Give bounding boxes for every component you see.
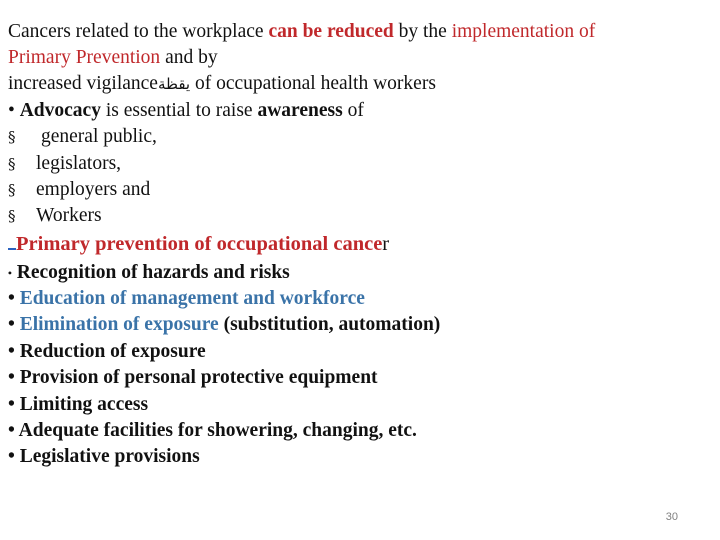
- prevention-label: Elimination of exposure: [19, 314, 219, 335]
- prevention-item: [8, 366, 378, 390]
- prevention-label: Recognition of hazards and risks: [16, 262, 290, 283]
- intro-text: by the: [393, 21, 452, 42]
- prevention-label-detail: (substitution, automation): [218, 314, 441, 335]
- section-heading: [8, 232, 389, 256]
- prevention-label: Reduction of exposure: [19, 341, 206, 362]
- heading-text: Primary prevention of occupational cance: [16, 233, 383, 255]
- intro-text: and by: [160, 47, 218, 68]
- audience-label: general public,: [41, 126, 157, 147]
- intro-line-1: [8, 20, 595, 44]
- awareness-term: awareness: [257, 100, 343, 121]
- prevention-label: Provision of personal protective equipment: [19, 367, 378, 388]
- page-number: 30: [665, 511, 678, 523]
- bullet-icon: •: [8, 446, 15, 467]
- audience-item: [8, 204, 102, 228]
- intro-text: of occupational health workers: [190, 73, 436, 94]
- audience-item: [8, 178, 150, 202]
- audience-label: employers and: [36, 179, 151, 200]
- section-marker-icon: §: [8, 181, 16, 199]
- section-marker-icon: §: [8, 155, 16, 173]
- bullet-icon: •: [8, 394, 15, 415]
- intro-emphasis-primary-prevention: Primary Prevention: [8, 47, 161, 68]
- intro-emphasis-implementation: implementation of: [451, 21, 596, 42]
- advocacy-term: Advocacy: [19, 100, 101, 121]
- intro-line-2: [8, 46, 218, 70]
- bullet-icon: •: [8, 267, 12, 280]
- advocacy-line: [8, 99, 364, 123]
- prevention-label: Legislative provisions: [19, 446, 200, 467]
- bullet-icon: •: [8, 367, 15, 388]
- heading-tail: r: [382, 233, 390, 255]
- prevention-item: [8, 287, 365, 311]
- advocacy-text: is essential to raise: [100, 100, 258, 121]
- prevention-item: [8, 445, 200, 469]
- bullet-icon: •: [8, 100, 15, 121]
- bullet-icon: •: [8, 314, 15, 335]
- intro-text: Cancers related to the workplace: [8, 21, 269, 42]
- prevention-item: [8, 393, 148, 417]
- section-marker-icon: §: [8, 128, 16, 146]
- prevention-label: Education of management and workforce: [19, 288, 365, 309]
- prevention-label: Limiting access: [19, 394, 149, 415]
- arabic-term: يقظة: [157, 75, 191, 93]
- prevention-item: [8, 340, 206, 364]
- intro-emphasis-reduced: can be reduced: [268, 21, 394, 42]
- prevention-item: [8, 261, 290, 286]
- prevention-item: [8, 419, 417, 443]
- prevention-item: [8, 313, 440, 337]
- audience-label: legislators,: [36, 153, 122, 174]
- section-marker-icon: §: [8, 207, 16, 225]
- bullet-icon: •: [8, 341, 15, 362]
- heading-underline-mark: [8, 234, 16, 250]
- bullet-icon: •: [8, 288, 15, 309]
- advocacy-text: of: [342, 100, 364, 121]
- audience-item: [8, 152, 121, 176]
- prevention-label: Adequate facilities for showering, changing, etc.: [18, 420, 417, 441]
- bullet-icon: •: [8, 420, 15, 441]
- intro-line-3: [8, 72, 436, 96]
- intro-text: increased vigilance: [8, 73, 158, 94]
- audience-label: Workers: [36, 205, 102, 226]
- audience-item: [8, 125, 157, 149]
